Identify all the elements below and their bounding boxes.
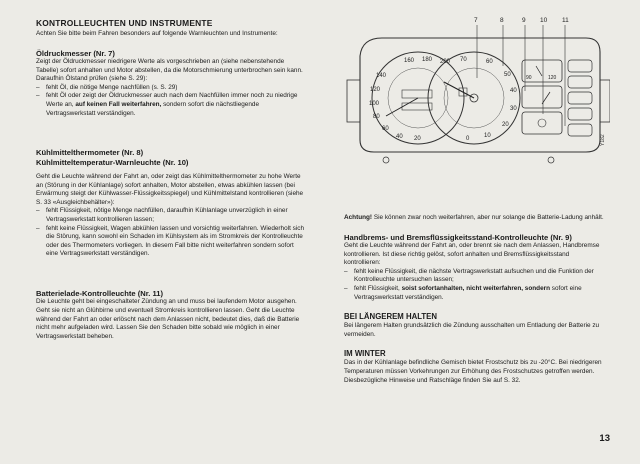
odometer-display bbox=[402, 90, 432, 98]
brake-list bbox=[344, 268, 606, 302]
mount-screw-left bbox=[383, 157, 389, 163]
speedo-tick-label: 120 bbox=[370, 87, 381, 93]
list-item: – fehlt keine Flüssigkeit, Wagen abkühlen lassen und vorsichtig weiterfahren. Wiederholt sich die Störung, kann sowohl ein Schaden im Kühlsystem als im Stromkreis der Kontrolleuchte oder des Thermometers vorliegen. In diesem Fall bitte nicht weiterfahren sondern sofort eine Vertragswerkstatt verständigen. bbox=[36, 225, 304, 259]
left-mount-tab bbox=[347, 80, 360, 122]
list-item: – fehlt Öl, die nötige Menge nachfüllen (s. S. 29) bbox=[36, 84, 304, 93]
oil-pressure-gauge bbox=[522, 60, 562, 82]
coolant-gauge bbox=[522, 86, 562, 108]
speedo-tick-label: 80 bbox=[373, 114, 380, 120]
callout-11: 11 bbox=[562, 17, 569, 24]
indicator-lamp bbox=[568, 92, 592, 104]
tacho-tick-label: 40 bbox=[510, 88, 517, 94]
callout-8: 8 bbox=[500, 17, 504, 24]
coolant-warning-heading: Kühlmitteltemperatur-Warnleuchte (Nr. 10) bbox=[36, 157, 189, 167]
speedometer-dial bbox=[369, 52, 464, 144]
brake-heading: Handbrems- und Bremsflüssigkeitsstand-Kontrolleuchte (Nr. 9) bbox=[344, 232, 572, 242]
speedo-tick-label: 100 bbox=[369, 101, 380, 107]
coolant-thermometer-heading: Kühlmittelthermometer (Nr. 8) bbox=[36, 148, 144, 158]
brake-warning-lamp bbox=[568, 60, 592, 72]
page-number: 13 bbox=[599, 433, 610, 444]
list-item: – fehlt keine Flüssigkeit, die nächste Vertragswerkstatt aufsuchen und die Funktion der Kontrolleuchte untersuchen lassen; bbox=[344, 268, 606, 285]
battery-heading: Batterielade-Kontrolleuchte (Nr. 11) bbox=[36, 288, 164, 298]
instrument-panel-illustration bbox=[346, 16, 610, 166]
battery-warning-note: Achtung! Sie können zwar noch weiterfahren, aber nur solange die Batterie-Ladung anhält. bbox=[344, 214, 604, 221]
list-item: – fehlt Flüssigkeit, nötige Menge nachfüllen, daraufhin Kühlanlage unverzüglich in einer Vertragswerkstatt kontrollieren lassen; bbox=[36, 207, 304, 224]
winter-heading: IM WINTER bbox=[344, 349, 386, 359]
callout-labels bbox=[474, 17, 569, 24]
brake-text: Geht die Leuchte während der Fahrt an, oder brennt sie nach dem Anlassen, Handbremse kontrollieren. Ist diese richtig gelöst, sofort anhalten und Bremsflüssigkeitsstand kontrollieren: bbox=[344, 242, 600, 267]
right-column bbox=[344, 214, 606, 385]
speedo-tick-label: 60 bbox=[382, 126, 389, 132]
oil-pressure-text: Zeigt der Öldruckmesser niedrigere Werte als vorgeschrieben an (siehe nebenstehende Tabelle) sofort anhalten und Motor abstellen, da die Motorschmierung unterbrochen sein kann. Daraufhin Ölstand prüfen (siehe S. 29): bbox=[36, 58, 303, 83]
speedo-tick-label: 140 bbox=[376, 73, 387, 79]
tacho-tick-label: 30 bbox=[510, 106, 517, 112]
coolant-warning-lamp bbox=[568, 76, 592, 88]
battery-warning-lamp bbox=[568, 108, 592, 120]
speedo-tick-label: 160 bbox=[404, 58, 415, 64]
right-mount-tab bbox=[600, 80, 610, 122]
callout-7: 7 bbox=[474, 17, 478, 24]
gauge-tick-label: 120 bbox=[548, 75, 557, 81]
callout-10: 10 bbox=[540, 17, 548, 24]
long-stop-text: Bei längerem Halten grundsätzlich die Zündung ausschalten um Entladung der Batterie zu vermeiden. bbox=[344, 322, 600, 338]
list-item: – fehlt Öl oder zeigt der Öldruckmesser auch nach dem Nachfüllen immer noch zu niedrige Werte an, auf keinen Fall weiterfahren, sondern sofort die nächstliegende Vertragswerkstatt verständigen. bbox=[36, 92, 304, 118]
figure-code: Y182 bbox=[600, 134, 606, 146]
oil-pressure-heading: Öldruckmesser (Nr. 7) bbox=[36, 48, 115, 58]
battery-text: Die Leuchte geht bei eingeschalteter Zündung an und muss bei laufendem Motor ausgehen. Geht sie nicht an Glühbirne und eventuell Stromkreis kontrollieren lassen. Geht die Leuchte während der Fahrt an oder erlöscht nach dem Anlassen nicht, bedeutet dies, daß die Batterie nicht mehr aufgeladen wird. Lassen Sie den Schaden bitte sobald wie möglich in einer Vertragswerkstatt beheben. bbox=[36, 298, 300, 340]
speedo-tick-label: 20 bbox=[414, 136, 421, 142]
mount-screw-right bbox=[548, 157, 554, 163]
tacho-tick-label: 0 bbox=[466, 136, 470, 142]
oil-pressure-list bbox=[36, 84, 304, 118]
tacho-tick-label: 60 bbox=[486, 59, 493, 65]
tacho-tick-label: 20 bbox=[502, 122, 509, 128]
gauge-tick-label: 90 bbox=[526, 75, 532, 81]
intro-text: Achten Sie bitte beim Fahren besonders auf folgende Warnleuchten und Instrumente: bbox=[36, 30, 278, 37]
headlight-lamp bbox=[568, 124, 592, 136]
long-stop-heading: BEI LÄNGEREM HALTEN bbox=[344, 312, 437, 322]
winter-text: Das in der Kühlanlage befindliche Gemisch bietet Frostschutz bis zu -20°C. Bei niedrigeren Temperaturen müssen Vorkehrungen zur Erhöhung des Frostschutzes getroffen werden. Diesbezügliche Hinweise und Ratschläge finden Sie auf S. 32. bbox=[344, 359, 602, 384]
coolant-text: Geht die Leuchte während der Fahrt an, oder zeigt das Kühlmittelthermometer zu hohe Werte an (Störung in der Kühlanlage) sofort anhalten, Motor abstellen, etwas abkühlen lassen (bei Erwärmung steigt der Kühlwasser-Flüssigkeitsspiegel) und Kühlmittelstand kontrollieren (siehe S. 33 «Ausgleichbehälter»): bbox=[36, 172, 304, 206]
speedo-tick-label: 180 bbox=[422, 57, 433, 63]
tachometer-dial bbox=[428, 52, 520, 144]
tacho-tick-label: 70 bbox=[460, 57, 467, 63]
tacho-tick-label: 10 bbox=[484, 133, 491, 139]
speedo-tick-label: 40 bbox=[396, 134, 403, 140]
list-item: – fehlt Flüssigkeit, soist sofortanhalten, nicht weiterfahren, sondern sofort eine Vertragswerkstatt verständigen. bbox=[344, 285, 606, 302]
left-column bbox=[36, 18, 304, 341]
coolant-list bbox=[36, 207, 304, 259]
tacho-tick-label: 50 bbox=[504, 72, 511, 78]
fuel-gauge bbox=[522, 112, 562, 134]
callout-9: 9 bbox=[522, 17, 526, 24]
page-title: KONTROLLEUCHTEN UND INSTRUMENTE bbox=[36, 18, 213, 28]
warning-lamp-column bbox=[568, 60, 592, 136]
speedo-tick-label: 200 bbox=[440, 59, 451, 65]
